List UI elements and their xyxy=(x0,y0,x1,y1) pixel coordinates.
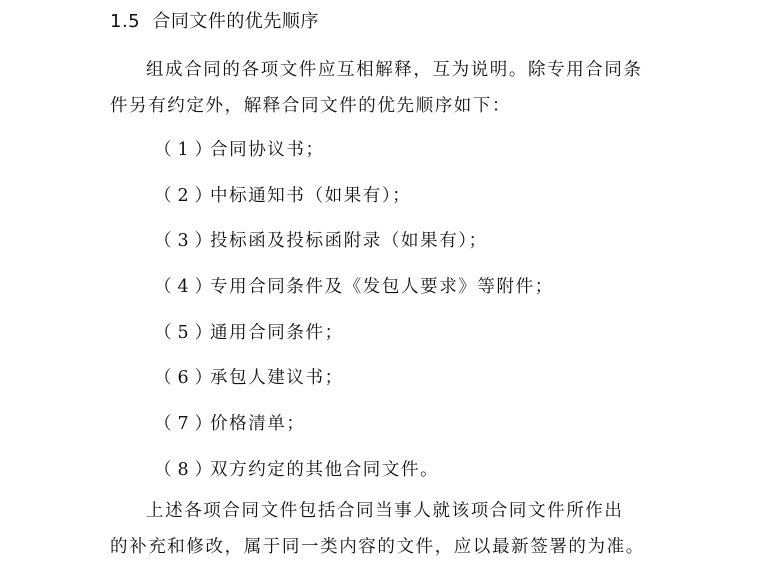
intro-line-2: 件另有约定外，解释合同文件的优先顺序如下： xyxy=(110,96,512,116)
list-item-text: 投标函及投标函附录（如果有）； xyxy=(210,231,488,252)
list-item-text: 双方约定的其他合同文件。 xyxy=(210,459,440,480)
list-item-text: 专用合同条件及《发包人要求》等附件； xyxy=(210,277,554,298)
list-item-text: 承包人建议书； xyxy=(210,368,344,389)
list-item xyxy=(154,269,554,315)
list-item xyxy=(154,406,554,452)
list-item-number: （6） xyxy=(154,368,219,389)
list-item xyxy=(154,178,554,224)
closing-line-1: 上述各项合同文件包括合同当事人就该项合同文件所作出 xyxy=(146,501,624,521)
section-title: 合同文件的优先顺序 xyxy=(152,11,319,32)
section-heading xyxy=(110,8,319,36)
list-item-text: 中标通知书（如果有）； xyxy=(210,185,412,206)
list-item-number: （8） xyxy=(154,459,219,480)
list-item-number: （1） xyxy=(154,140,219,160)
list-item-text: 通用合同条件； xyxy=(210,322,344,343)
list-item-number: （5） xyxy=(154,322,219,343)
intro-paragraph xyxy=(110,52,670,124)
priority-list xyxy=(154,132,554,498)
list-item xyxy=(154,360,554,406)
list-item xyxy=(154,452,554,498)
list-item-number: （3） xyxy=(154,231,219,252)
list-item xyxy=(154,132,554,178)
list-item-number: （4） xyxy=(154,277,219,298)
list-item xyxy=(154,315,554,361)
closing-paragraph xyxy=(110,493,670,565)
closing-line-2: 的补充和修改，属于同一类内容的文件，应以最新签署的为准。 xyxy=(110,537,645,557)
list-item xyxy=(154,223,554,269)
list-item-number: （7） xyxy=(154,414,219,435)
list-item-number: （2） xyxy=(154,185,219,206)
section-number: 1.5 xyxy=(110,11,141,32)
list-item-text: 价格清单； xyxy=(210,414,306,435)
list-item-text: 合同协议书； xyxy=(210,140,325,160)
intro-line-1: 组成合同的各项文件应互相解释，互为说明。除专用合同条 xyxy=(146,60,643,80)
